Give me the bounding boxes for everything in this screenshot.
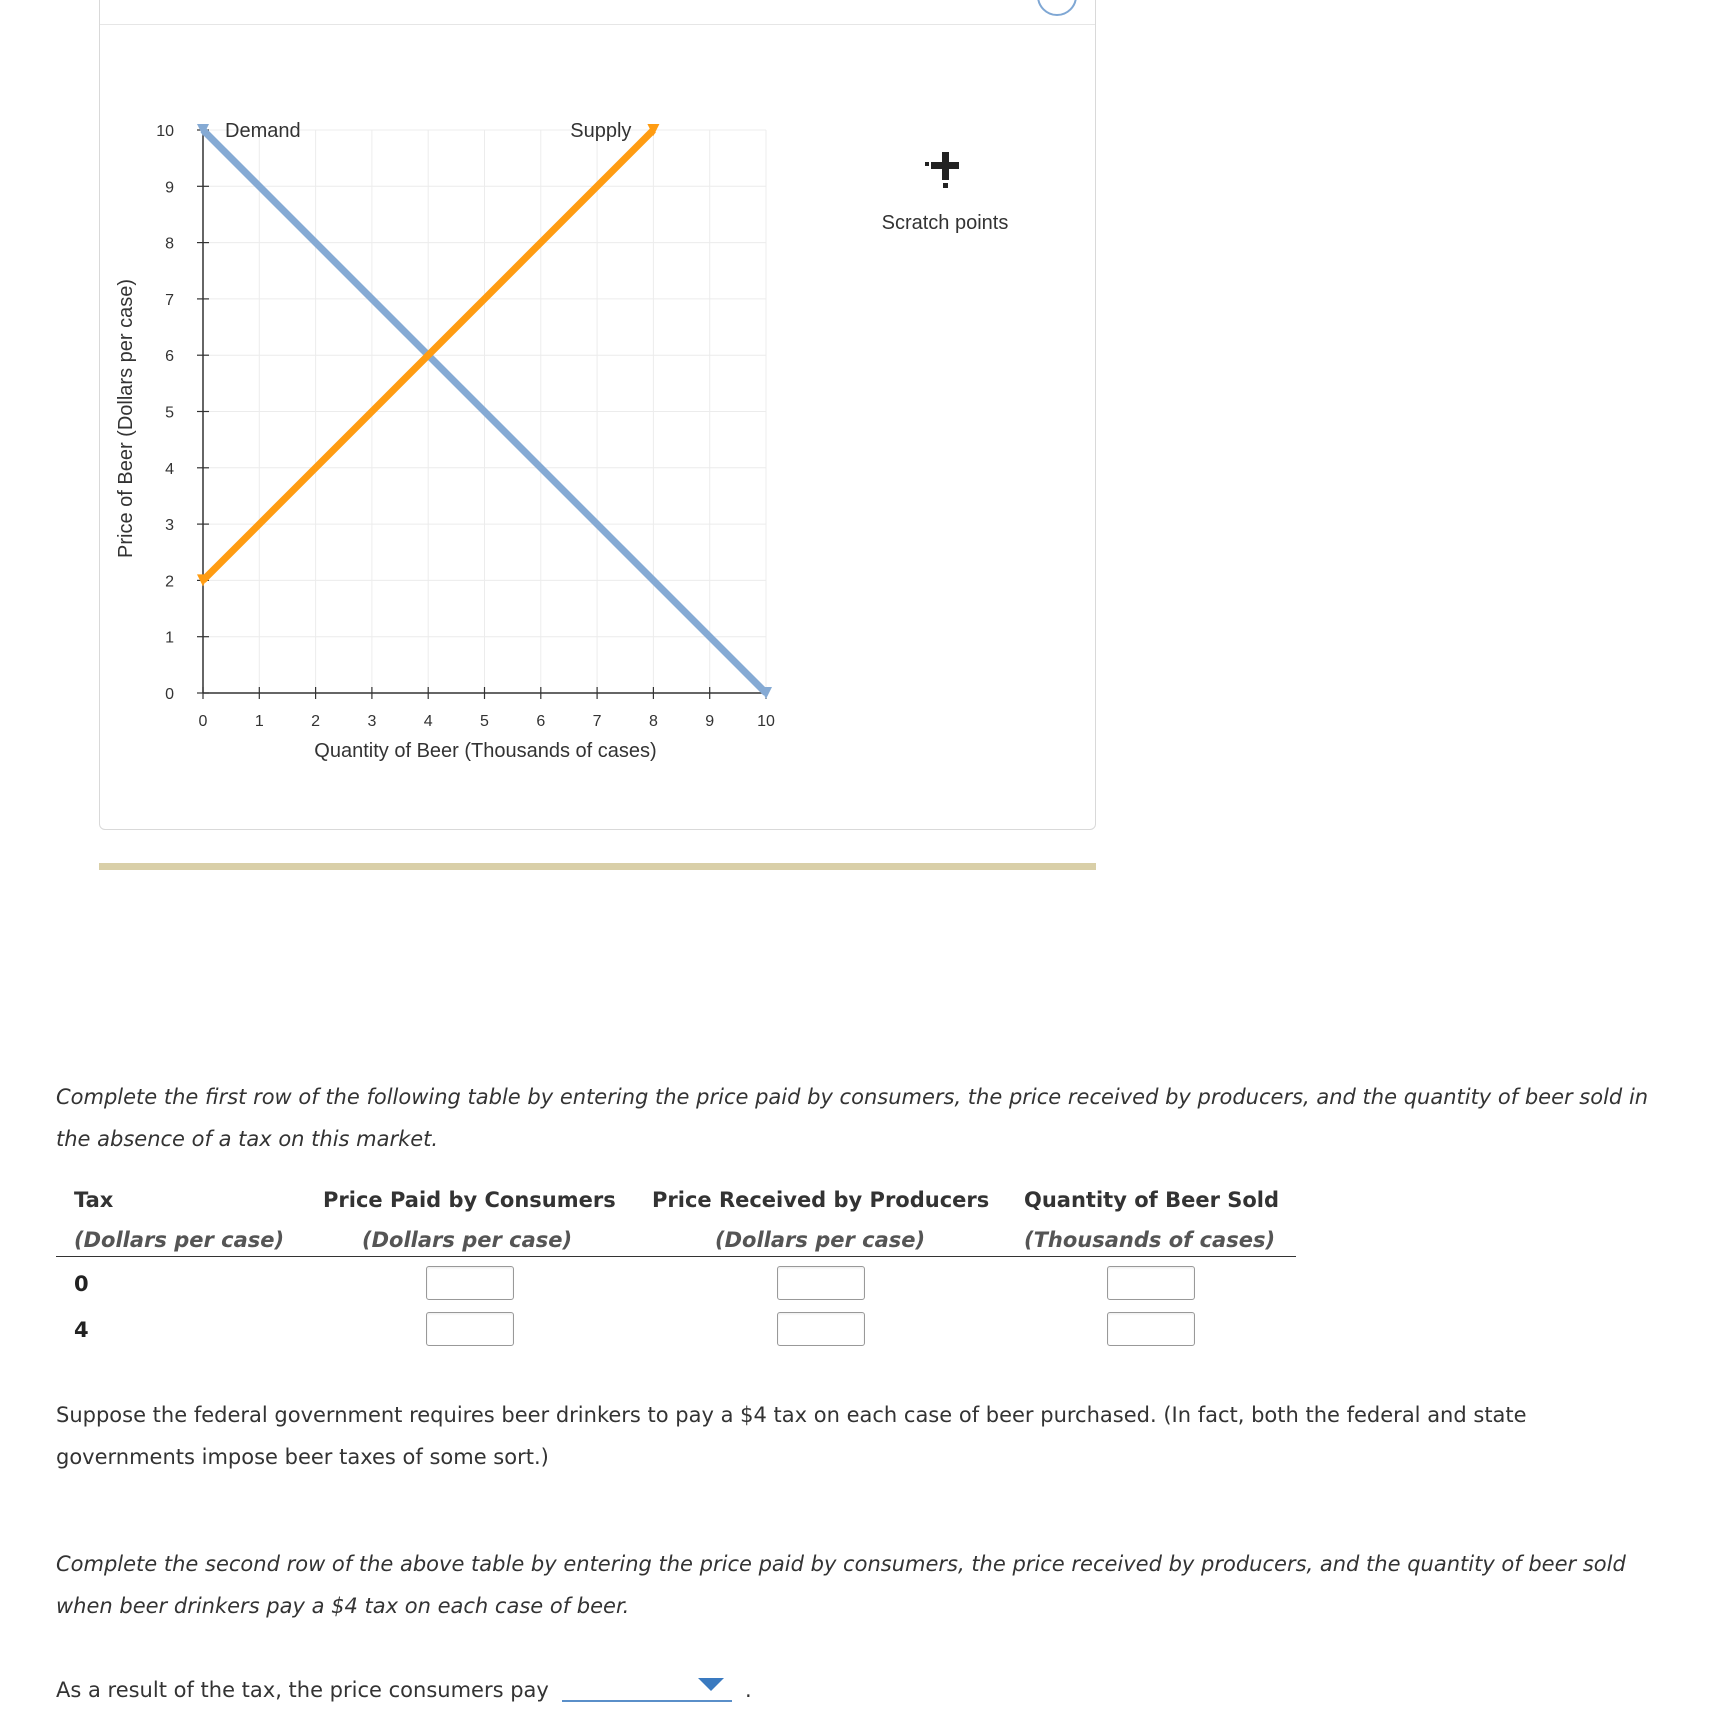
y-tick-label-10: 10 [156,123,174,140]
x-tick-label-4: 4 [423,713,433,730]
x-tick-label-1: 1 [254,713,264,730]
header-price-received: Price Received by Producers [652,1188,990,1212]
quantity-input-row-1[interactable] [1107,1266,1195,1300]
price-paid-input-row-1[interactable] [426,1266,514,1300]
y-tick-label-4: 4 [165,460,174,478]
y-tick-label-3: 3 [165,517,174,535]
header-tax-unit: (Dollars per case) [74,1228,285,1252]
row-tax-0: 0 [74,1272,89,1296]
question-1-text: Complete the first row of the following table by entering the price paid by consumers, the price received by producers, and the quantity of beer sold in the absence of a tax on this market. [56,1085,1649,1151]
x-tick-label-0: 0 [198,713,208,730]
x-tick-label-10: 10 [757,713,775,730]
header-quantity: Quantity of Beer Sold [1024,1188,1280,1212]
scratch-points-tool[interactable] [860,150,1030,235]
scratch-point-plus-icon[interactable] [925,150,965,190]
y-tick-label-8: 8 [165,235,174,253]
quantity-input-row-2[interactable] [1107,1312,1195,1346]
y-tick-label-1: 1 [165,629,174,647]
y-tick-label-0: 0 [165,686,174,703]
x-tick-label-6: 6 [536,713,546,730]
demand-curve-label: Demand [225,120,301,142]
question-2-text: Complete the second row of the above table by entering the price paid by consumers, the price received by producers, and the quantity of beer sold when beer drinkers pay a $4 tax on each case of beer. [56,1552,1626,1618]
section-divider [99,863,1096,870]
price-received-input-row-2[interactable] [777,1312,865,1346]
y-tick-label-5: 5 [165,404,174,422]
header-price-paid-unit: (Dollars per case) [362,1228,573,1252]
y-axis-label: Price of Beer (Dollars per case) [115,279,137,558]
question-3-text: As a result of the tax, the price consumers pay [56,1678,549,1702]
header-price-received-unit: (Dollars per case) [715,1228,926,1252]
price-change-dropdown[interactable] [562,1668,732,1702]
y-tick-label-2: 2 [165,573,174,591]
row-tax-4: 4 [74,1318,89,1342]
x-tick-label-3: 3 [367,713,377,730]
scratch-points-label: Scratch points [881,212,1009,234]
header-price-paid: Price Paid by Consumers [323,1188,616,1212]
question-3-period: . [745,1678,752,1702]
tax-scenario-text: Suppose the federal government requires beer drinkers to pay a $4 tax on each case of beer purchased. (In fact, both the federal and state governments impose beer taxes of some sort.) [56,1403,1527,1469]
x-tick-label-8: 8 [648,713,658,730]
table-header-rule [56,1256,1296,1257]
header-tax: Tax [74,1188,114,1212]
price-received-input-row-1[interactable] [777,1266,865,1300]
x-tick-label-5: 5 [480,713,489,730]
supply-curve-label: Supply [570,120,632,142]
header-quantity-unit: (Thousands of cases) [1024,1228,1276,1252]
y-tick-label-9: 9 [165,179,174,197]
chevron-down-icon[interactable] [698,1678,724,1691]
x-tick-label-7: 7 [592,713,602,730]
x-tick-label-2: 2 [311,713,321,730]
price-paid-input-row-2[interactable] [426,1312,514,1346]
x-tick-label-9: 9 [705,713,715,730]
x-axis-label: Quantity of Beer (Thousands of cases) [314,740,657,762]
chart-labels [115,120,775,762]
y-tick-label-6: 6 [165,348,174,366]
y-tick-label-7: 7 [165,291,174,309]
